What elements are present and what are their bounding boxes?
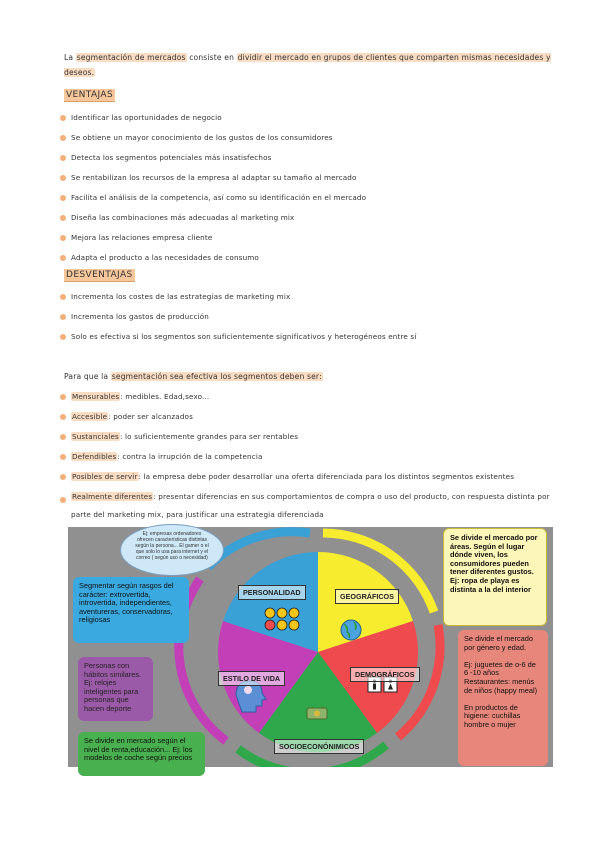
- intro-definition: dividir el mercado en grupos de clientes que comparten mismas necesidades y deseos.: [64, 53, 551, 77]
- bullet-dot-icon: [60, 195, 66, 201]
- bullet-dot-icon: [60, 474, 66, 480]
- intro-term: segmentación de mercados: [76, 53, 186, 62]
- bullet-dot-icon: [60, 394, 66, 400]
- bullet-dot-icon: [60, 414, 66, 420]
- list-item: Identificar las oportunidades de negocio: [60, 108, 570, 128]
- bullet-dot-icon: [60, 235, 66, 241]
- label-estilo-de-vida: ESTILO DE VIDA: [218, 671, 285, 686]
- list-item: Accesible: poder ser alcanzados: [60, 407, 570, 427]
- money-icon: [307, 708, 327, 719]
- bullet-dot-icon: [60, 215, 66, 221]
- box-geograficos: Se divide el mercado por áreas. Según el lugar dónde viven, los consumidores pueden tener diferentes gustos. Ej: ropa de playa es distinta a la del interior: [443, 528, 547, 626]
- list-item: Se obtiene un mayor conocimiento de los gustos de los consumidores: [60, 128, 570, 148]
- ventajas-list: [60, 108, 570, 268]
- intro-prefix: La: [64, 53, 76, 62]
- box-estilo-de-vida: Personas con hábitos similares. Ej: relojes inteligentes para personas que hacen deporte: [78, 657, 153, 721]
- list-item: Defendibles: contra la irrupción de la competencia: [60, 447, 570, 467]
- list-item: Mejora las relaciones empresa cliente: [60, 228, 570, 248]
- list-item: Adapta el producto a las necesidades de consumo: [60, 248, 570, 268]
- bullet-dot-icon: [60, 135, 66, 141]
- list-item: Facilita el análisis de la competencia, así como su identificación en el mercado: [60, 188, 570, 208]
- list-item: Incrementa los gastos de producción: [60, 307, 570, 327]
- bullet-dot-icon: [60, 314, 66, 320]
- bullet-dot-icon: [60, 155, 66, 161]
- list-item: Realmente diferentes: presentar diferencias en sus comportamientos de compra o uso del producto, con respuesta distinta por parte del marketing mix, para justificar una estrategia diferenciada: [60, 487, 570, 524]
- intro-middle: consiste en: [186, 53, 237, 62]
- desventajas-heading: DESVENTAJAS: [66, 270, 133, 280]
- label-geograficos: GEOGRÁFICOS: [335, 589, 399, 604]
- bullet-dot-icon: [60, 434, 66, 440]
- bullet-dot-icon: [60, 115, 66, 121]
- list-item: Posibles de servir: la empresa debe poder desarrollar una oferta diferenciada para los distintos segmentos existentes: [60, 467, 570, 487]
- box-personalidad: Segmentar según rasgos del carácter: extrovertida, introvertida, independientes, aventureras, conservadoras, religiosas: [73, 577, 189, 643]
- bullet-dot-icon: [60, 497, 66, 503]
- globe-icon: [341, 620, 361, 640]
- segmentation-infographic: [68, 527, 553, 767]
- list-item: Se rentabilizan los recursos de la empresa al adaptar su tamaño al mercado: [60, 168, 570, 188]
- list-item: Sustanciales: lo suficientemente grandes para ser rentables: [60, 427, 570, 447]
- example-bubble: Ej: empresas ordenadores ofrecen características distintas según la persona... El gamer o el que solo lo usa para internet y el correo ( según uso o necesidad): [120, 524, 224, 576]
- label-personalidad: PERSONALIDAD: [238, 585, 306, 600]
- bullet-dot-icon: [60, 175, 66, 181]
- box-demograficos: Se divide el mercado por género y edad. Ej: juguetes de o-6 de 6 -10 años Restaurantes: menús de niños (happy meal) En productos de higiene: cuchillas hombre o mujer: [458, 630, 548, 766]
- list-item: Incrementa los costes de las estrategias de marketing mix: [60, 287, 570, 307]
- ventajas-heading: VENTAJAS: [66, 90, 114, 100]
- bullet-dot-icon: [60, 454, 66, 460]
- efectiva-term: segmentación sea efectiva los segmentos deben ser:: [111, 372, 322, 381]
- list-item: Diseña las combinaciones más adecuadas al marketing mix: [60, 208, 570, 228]
- efectiva-intro: Para que la segmentación sea efectiva los segmentos deben ser:: [64, 372, 322, 381]
- list-item: Detecta los segmentos potenciales más insatisfechos: [60, 148, 570, 168]
- box-socioeconomicos: Se divide en mercado según el nivel de renta,educación... Ej: los modelos de coche según precios: [78, 732, 205, 776]
- intro-paragraph: [64, 50, 564, 80]
- list-item: Mensurables: medibles. Edad,sexo...: [60, 387, 570, 407]
- bullet-dot-icon: [60, 255, 66, 261]
- bullet-dot-icon: [60, 294, 66, 300]
- label-socioeconomicos: SOCIOECONÓNIMICOS: [274, 739, 364, 754]
- list-item: Solo es efectiva si los segmentos son suficientemente significativos y heterogéneos entre sí: [60, 327, 570, 347]
- efectiva-list: [60, 387, 570, 524]
- desventajas-list: [60, 287, 570, 347]
- label-demograficos: DEMOGRÁFICOS: [350, 667, 420, 682]
- bullet-dot-icon: [60, 334, 66, 340]
